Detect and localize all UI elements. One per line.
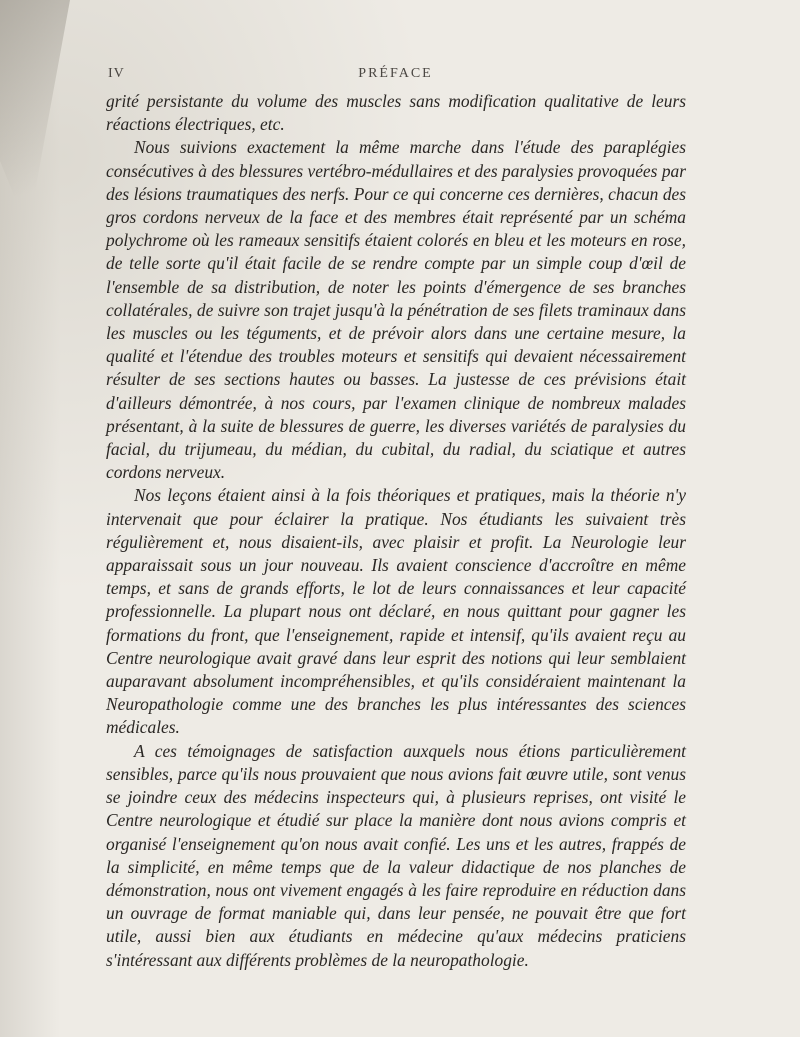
running-title: PRÉFACE [358, 66, 433, 81]
page-number: IV [108, 66, 125, 81]
paragraph: grité persistante du volume des muscles sans modification qualitative de leurs réactions électriques, etc. [106, 91, 686, 135]
paragraph: Nos leçons étaient ainsi à la fois théoriques et pratiques, mais la théorie n'y intervenait que pour éclairer la pratique. Nos étudiants les suivaient très régulièrement et, nous disaient-ils, avec plaisir et profit. La Neurologie leur apparaissait sous un jour nouveau. Ils avaient conscience d'accroître en même temps, et sans de grands efforts, le lot de leurs connaissances et leur capacité professionnelle. La plupart nous ont déclaré, en nous quittant pour gagner les formations du front, que l'enseignement, rapide et intensif, qu'ils avaient reçu au Centre neurologique avait gravé dans leur esprit des notions qui leur semblaient auparavant absolument incompréhensibles, et qu'ils considéraient maintenant la Neuropathologie comme une des branches les plus intéressantes des sciences médicales. [106, 485, 686, 738]
body-text [106, 90, 686, 972]
paragraph: A ces témoignages de satisfaction auxquels nous étions particulièrement sensibles, parce qu'ils nous prouvaient que nous avions fait œuvre utile, sont venus se joindre ceux des médecins inspecteurs qui, à plusieurs reprises, ont visité le Centre neurologique et étudié sur place la manière dont nous avions compris et organisé l'enseignement qu'on nous avait confié. Les uns et les autres, frappés de la simplicité, en même temps que de la valeur didactique de nos planches de démonstration, nous ont vivement engagés à les faire reproduire en réduction dans un ouvrage de format maniable qui, dans leur pensée, ne pouvait être que fort utile, aussi bien aux étudiants en médecine qu'aux médecins praticiens s'intéressant aux différents problèmes de la neuropathologie. [106, 740, 686, 970]
page-header [108, 66, 683, 86]
paper-stain [0, 0, 70, 230]
paragraph: Nous suivions exactement la même marche dans l'étude des paraplégies consécutives à des blessures vertébro-médullaires et des paralysies provoquées par des lésions traumatiques des nerfs. Pour ce qui concerne ces dernières, chacun des gros cordons nerveux de la face et des membres était représenté par un schéma polychrome où les rameaux sensitifs étaient colorés en bleu et les moteurs en rose, de telle sorte qu'il était facile de se rendre compte par un simple coup d'œil de l'ensemble de sa distribution, de noter les points d'émergence de ses branches collatérales, de suivre son trajet jusqu'à la pénétration de ses filets traminaux dans les muscles ou les téguments, et de prévoir alors dans une certaine mesure, la qualité et l'étendue des troubles moteurs et sensitifs qui devaient nécessairement résulter de ses sections hautes ou basses. La justesse de ces prévisions était d'ailleurs démontrée, à nos cours, par l'examen clinique de nombreux malades présentant, à la suite de blessures de guerre, les diverses variétés de paralysies du facial, du trijumeau, du médian, du cubital, du radial, du sciatique et autres cordons nerveux. [106, 137, 686, 483]
